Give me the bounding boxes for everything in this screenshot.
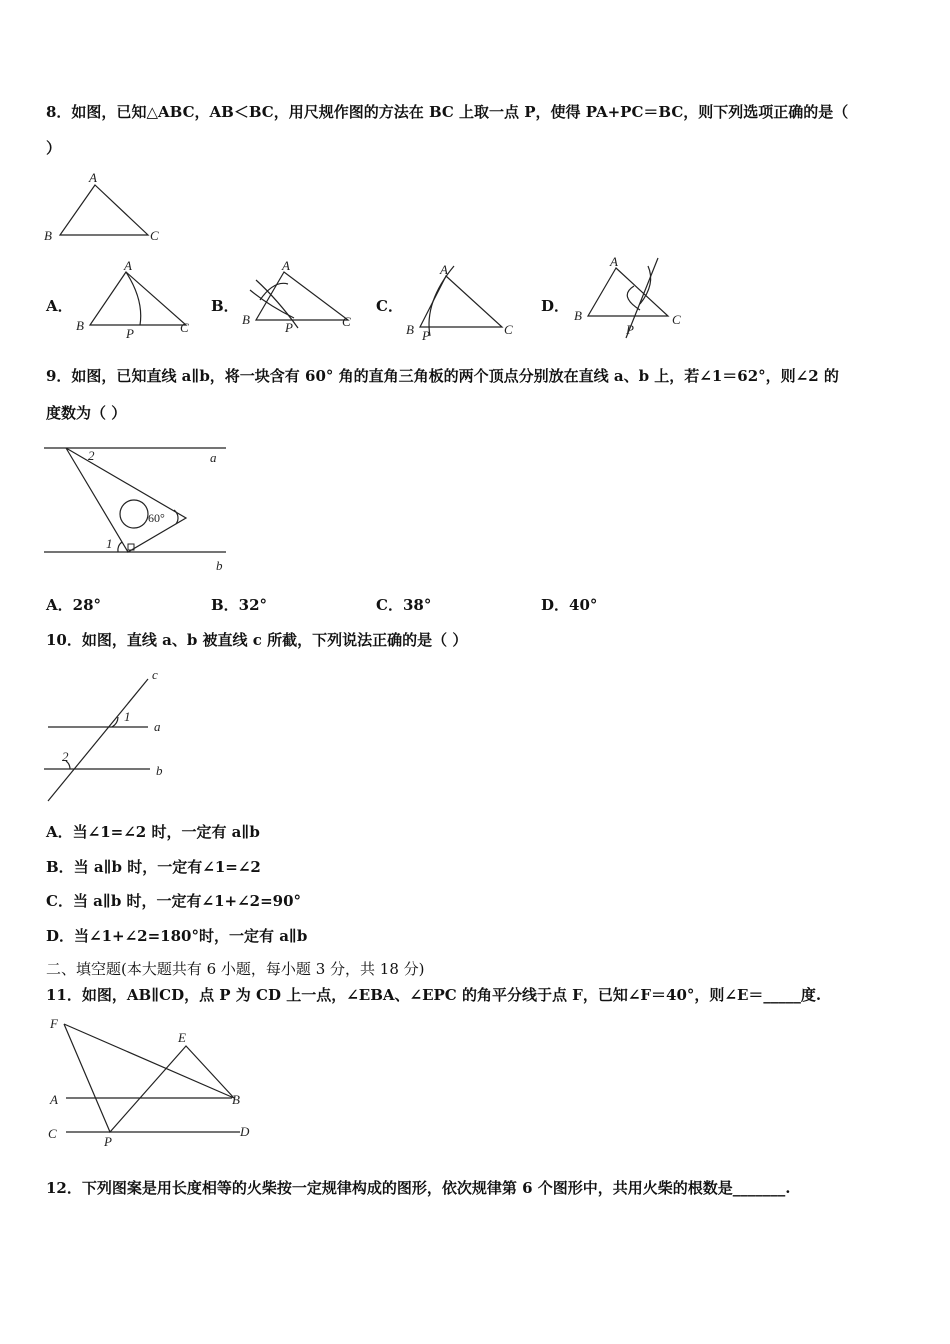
svg-text:A: A (610, 254, 618, 269)
svg-text:B: B (232, 1092, 240, 1107)
svg-text:2: 2 (62, 749, 69, 764)
svg-text:P: P (626, 322, 634, 337)
svg-text:B: B (406, 322, 414, 337)
q9-stem-2: 度数为（ ） (46, 404, 127, 422)
svg-text:A: A (89, 170, 97, 185)
svg-text:B: B (242, 312, 250, 327)
q11-figure (44, 1012, 264, 1152)
q10-option-d: D．当∠1+∠2=180°时，一定有 a∥b (46, 927, 308, 945)
svg-text:60°: 60° (148, 511, 165, 525)
q8-stem-end: ） (46, 139, 62, 157)
svg-text:C: C (180, 320, 189, 335)
svg-text:C: C (672, 312, 681, 327)
q9-option-a: A．28° (46, 596, 102, 614)
svg-text:P: P (104, 1134, 112, 1149)
svg-text:a: a (154, 719, 161, 734)
svg-text:c: c (152, 667, 158, 682)
svg-text:A: A (124, 258, 132, 273)
svg-text:C: C (504, 322, 513, 337)
svg-text:P: P (422, 328, 430, 343)
q9-stem: 9．如图，已知直线 a∥b，将一块含有 60° 角的直角三角板的两个顶点分别放在直线 a、b 上，若∠1＝62°，则∠2 的 (46, 367, 839, 385)
q9-figure (44, 440, 244, 580)
q8-main-figure (40, 170, 170, 245)
svg-text:C: C (342, 314, 351, 329)
svg-text:b: b (156, 763, 163, 778)
q10-option-b: B．当 a∥b 时，一定有∠1=∠2 (46, 858, 261, 876)
q8-figure-a (74, 260, 194, 340)
q8-option-d: D． (541, 297, 570, 315)
svg-text:C: C (48, 1126, 57, 1141)
svg-text:P: P (126, 326, 134, 341)
line-c (48, 679, 148, 801)
q8-stem: 8．如图，已知△ABC，AB＜BC，用尺规作图的方法在 BC 上取一点 P，使得 PA+PC＝BC，则下列选项正确的是（ (46, 103, 849, 121)
q9-option-b: B．32° (211, 596, 268, 614)
svg-text:F: F (50, 1016, 58, 1031)
svg-text:1: 1 (106, 536, 113, 551)
svg-text:D: D (240, 1124, 250, 1139)
section-heading: 二、填空题(本大题共有 6 小题，每小题 3 分，共 18 分) (46, 960, 425, 978)
q8-figure-b (238, 260, 358, 340)
svg-text:A: A (440, 262, 448, 277)
set-square (66, 448, 186, 552)
svg-text:b: b (216, 558, 223, 573)
q9-option-d: D．40° (541, 596, 598, 614)
q8-figure-c (404, 262, 524, 342)
triangle-abc (60, 185, 148, 235)
svg-text:P: P (285, 320, 293, 335)
svg-text:B: B (574, 308, 582, 323)
q8-figure-d (570, 256, 690, 341)
q12-stem: 12．下列图案是用长度相等的火柴按一定规律构成的图形，依次规律第 6 个图形中，共用火柴的根数是_______. (46, 1179, 791, 1197)
q10-figure (44, 665, 184, 805)
svg-text:A: A (282, 258, 290, 273)
q10-option-a: A．当∠1=∠2 时，一定有 a∥b (46, 823, 260, 841)
svg-text:B: B (44, 228, 52, 243)
svg-text:E: E (178, 1030, 186, 1045)
q10-stem: 10．如图，直线 a、b 被直线 c 所截，下列说法正确的是（ ） (46, 631, 468, 649)
q10-option-c: C．当 a∥b 时，一定有∠1+∠2=90° (46, 892, 302, 910)
q9-option-c: C．38° (376, 596, 432, 614)
svg-text:A: A (50, 1092, 58, 1107)
svg-text:C: C (150, 228, 159, 243)
q8-option-c: C． (376, 297, 403, 315)
svg-text:2: 2 (88, 448, 95, 463)
svg-text:B: B (76, 318, 84, 333)
svg-text:a: a (210, 450, 217, 465)
q8-option-b: B． (211, 297, 239, 315)
q11-stem: 11．如图，AB∥CD，点 P 为 CD 上一点，∠EBA、∠EPC 的角平分线于点 F，已知∠F＝40°，则∠E＝_____度. (46, 986, 822, 1004)
svg-text:1: 1 (124, 709, 131, 724)
q8-option-a: A． (46, 297, 73, 315)
